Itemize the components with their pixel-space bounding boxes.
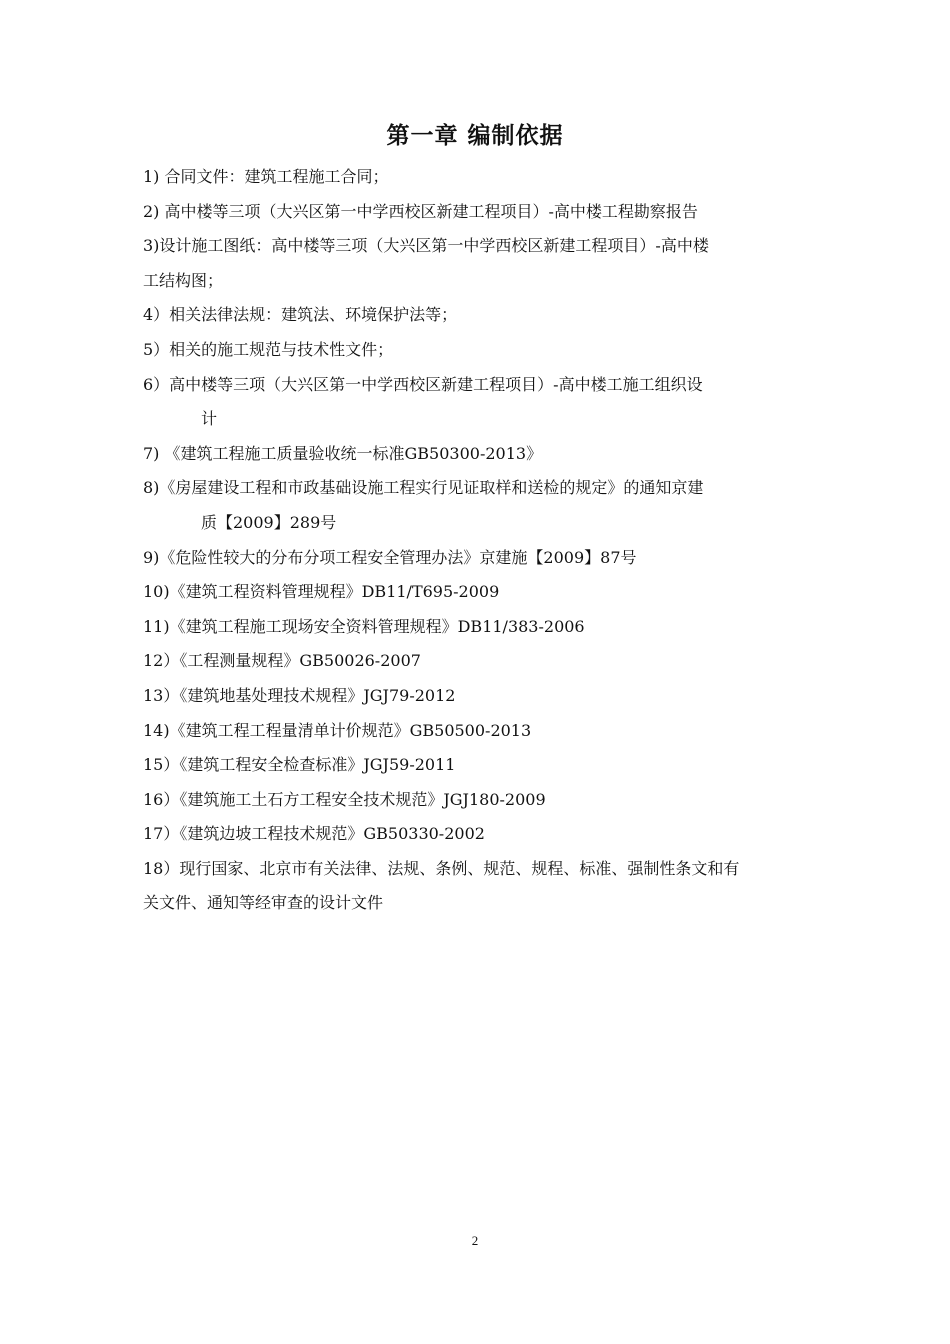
list-item-text: 18）现行国家、北京市有关法律、法规、条例、规范、规程、标准、强制性条文和有 (143, 858, 740, 878)
list-item (143, 229, 815, 298)
list-item-text: 9)《危险性较大的分布分项工程安全管理办法》京建施【2009】87号 (143, 547, 637, 567)
list-item (143, 817, 815, 852)
list-item-continuation: 关文件、通知等经审查的设计文件 (143, 893, 384, 913)
reference-list (143, 160, 815, 921)
list-item-text: 12）《工程测量规程》GB50026-2007 (143, 651, 421, 671)
list-item (143, 437, 815, 472)
list-item (143, 610, 815, 645)
list-item-continuation: 工结构图； (143, 270, 224, 290)
list-item-text: 3)设计施工图纸：高中楼等三项（大兴区第一中学西校区新建工程项目）-高中楼 (143, 236, 709, 256)
list-item-text: 11)《建筑工程施工现场安全资料管理规程》DB11/383-2006 (143, 616, 585, 636)
list-item (143, 368, 815, 437)
list-item (143, 471, 815, 540)
list-item (143, 160, 815, 195)
list-item (143, 575, 815, 610)
list-item (143, 852, 815, 921)
list-item (143, 541, 815, 576)
list-item-text: 7) 《建筑工程施工质量验收统一标准GB50300-2013》 (143, 443, 543, 463)
list-item (143, 298, 815, 333)
list-item-text: 8)《房屋建设工程和市政基础设施工程实行见证取样和送检的规定》的通知京建 (143, 478, 704, 498)
list-item-continuation: 质【2009】289号 (201, 512, 337, 532)
list-item-text: 13）《建筑地基处理技术规程》JGJ79-2012 (143, 685, 456, 705)
page-number: 2 (471, 1233, 479, 1248)
list-item-text: 2) 高中楼等三项（大兴区第一中学西校区新建工程项目）-高中楼工程勘察报告 (143, 201, 698, 221)
list-item-text: 10)《建筑工程资料管理规程》DB11/T695-2009 (143, 582, 500, 602)
list-item (143, 644, 815, 679)
list-item (143, 714, 815, 749)
list-item-text: 6）高中楼等三项（大兴区第一中学西校区新建工程项目）-高中楼工施工组织设 (143, 374, 703, 394)
list-item-text: 4）相关法律法规：建筑法、环境保护法等； (143, 305, 458, 325)
list-item-text: 17）《建筑边坡工程技术规范》GB50330-2002 (143, 824, 485, 844)
list-item-text: 16）《建筑施工土石方工程安全技术规范》JGJ180-2009 (143, 789, 546, 809)
list-item (143, 333, 815, 368)
list-item (143, 195, 815, 230)
list-item-text: 14)《建筑工程工程量清单计价规范》GB50500-2013 (143, 720, 532, 740)
list-item-text: 1) 合同文件：建筑工程施工合同； (143, 167, 389, 186)
list-item-text: 5）相关的施工规范与技术性文件； (143, 339, 394, 359)
list-item-continuation: 计 (201, 409, 218, 429)
list-item (143, 679, 815, 714)
list-item (143, 783, 815, 818)
list-item-text: 15）《建筑工程安全检查标准》JGJ59-2011 (143, 755, 456, 775)
chapter-title: 第一章 编制依据 (386, 123, 564, 149)
list-item (143, 748, 815, 783)
